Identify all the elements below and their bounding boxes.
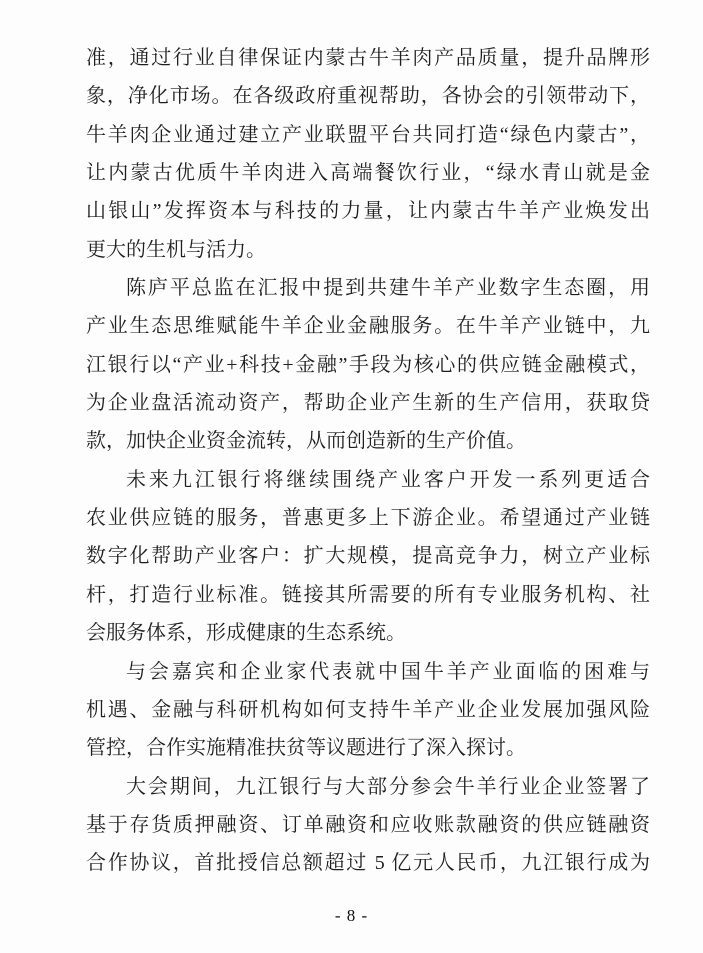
text-line: 为企业盘活流动资产，帮助企业产生新的生产信用，获取贷 — [86, 392, 650, 415]
text-line: 会服务体系，形成健康的生态系统。 — [86, 622, 406, 645]
text-line: 数字化帮助产业客户：扩大规模，提高竞争力，树立产业标 — [86, 545, 650, 568]
text-line: 与会嘉宾和企业家代表就中国牛羊产业面临的困难与 — [126, 660, 650, 683]
text-line: 大会期间，九江银行与大部分参会牛羊行业企业签署了 — [126, 775, 650, 798]
document-body — [86, 39, 650, 883]
text-line: 款，加快企业资金流转，从而创造新的生产价值。 — [86, 430, 526, 453]
text-line: 机遇、金融与科研机构如何支持牛羊产业企业发展加强风险 — [86, 698, 650, 721]
text-line: 山银山”发挥资本与科技的力量，让内蒙古牛羊产业焕发出 — [86, 200, 650, 223]
text-line: 陈庐平总监在汇报中提到共建牛羊产业数字生态圈，用 — [126, 277, 650, 300]
text-line: 农业供应链的服务，普惠更多上下游企业。希望通过产业链 — [86, 507, 650, 530]
paragraph — [86, 39, 650, 269]
text-line: 合作协议，首批授信总额超过 5 亿元人民币，九江银行成为 — [86, 852, 650, 875]
text-line: 杆，打造行业标准。链接其所需要的所有专业服务机构、社 — [86, 583, 650, 606]
text-line: 管控，合作实施精准扶贫等议题进行了深入探讨。 — [86, 737, 526, 760]
text-line: 准，通过行业自律保证内蒙古牛羊肉产品质量，提升品牌形 — [86, 47, 650, 69]
paragraph — [86, 768, 650, 883]
paragraph — [86, 653, 650, 768]
text-line: 让内蒙古优质牛羊肉进入高端餐饮行业，“绿水青山就是金 — [86, 162, 650, 185]
text-line: 牛羊肉企业通过建立产业联盟平台共同打造“绿色内蒙古”， — [86, 123, 650, 146]
text-line: 基于存货质押融资、订单融资和应收账款融资的供应链融资 — [86, 813, 650, 836]
paragraph — [86, 269, 650, 461]
text-line: 未来九江银行将继续围绕产业客户开发一系列更适合 — [126, 468, 650, 491]
paragraph — [86, 461, 650, 653]
text-line: 更大的生机与活力。 — [86, 238, 266, 261]
text-line: 产业生态思维赋能牛羊企业金融服务。在牛羊产业链中，九 — [86, 315, 650, 338]
text-line: 象，净化市场。在各级政府重视帮助，各协会的引领带动下， — [86, 85, 650, 108]
text-line: 江银行以“产业+科技+金融”手段为核心的供应链金融模式， — [86, 353, 650, 376]
page-number: - 8 - — [334, 906, 369, 925]
